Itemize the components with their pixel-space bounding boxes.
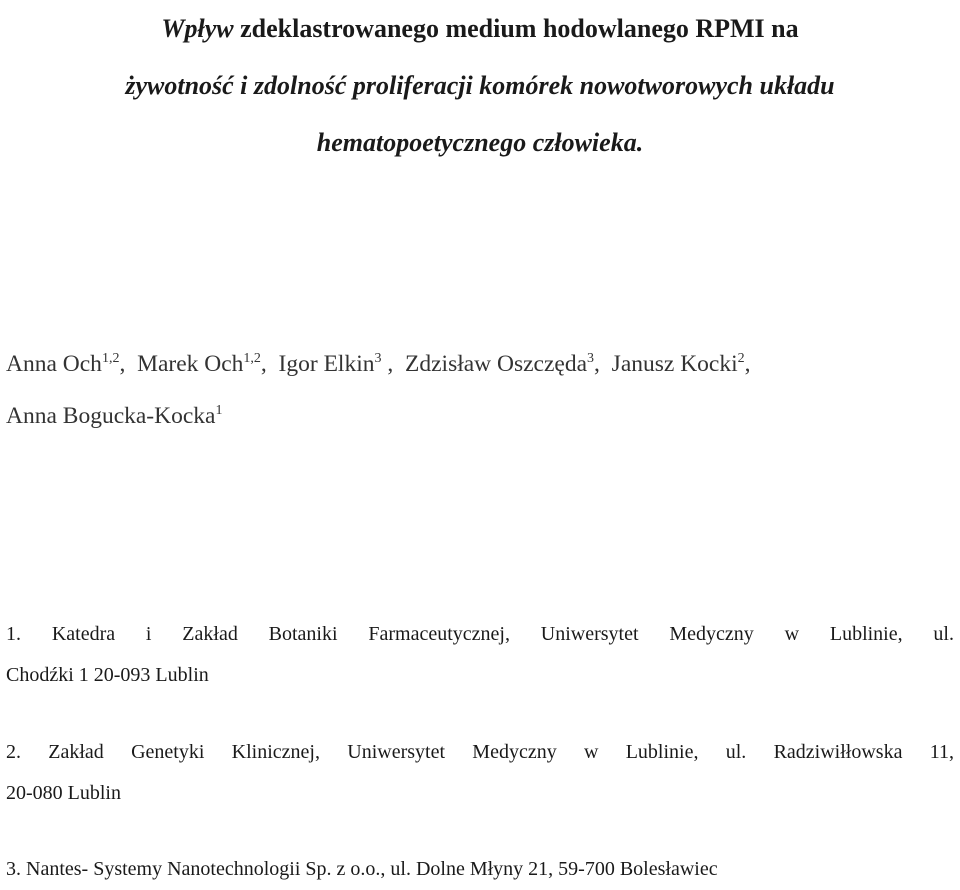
author-list <box>6 338 958 442</box>
author-affiliation-marker: 3 <box>374 351 382 366</box>
affiliation-3-line-1: 3. Nantes- Systemy Nanotechnologii Sp. z o.o., ul. Dolne Młyny 21, 59-700 Bolesławiec <box>6 858 718 880</box>
author-affiliation-marker: 1,2 <box>243 351 261 366</box>
title-line-3: hematopoetycznego człowieka. <box>316 128 644 157</box>
affiliation-1 <box>6 614 954 696</box>
author-line-2 <box>6 390 958 442</box>
title-line-1 <box>0 0 960 57</box>
author-affiliation-marker: 1 <box>215 403 223 418</box>
author-separator: , <box>594 351 612 377</box>
author-affiliation-marker: 1,2 <box>101 351 120 366</box>
title-line-1-rest: zdeklastrowanego medium hodowlanego RPMI na <box>240 14 799 43</box>
title-line-2: żywotność i zdolność proliferacji komórek nowotworowych układu <box>125 71 835 100</box>
author-name: Igor Elkin <box>278 351 375 377</box>
title-first-word: Wpływ <box>161 14 234 43</box>
affiliation-2-line-1: 2. Zakład Genetyki Klinicznej, Uniwersytet Medyczny w Lublinie, ul. Radziwiłłowska 11, <box>6 741 954 763</box>
author-name: Anna Och <box>6 351 102 377</box>
affiliation-2-line-2: 20-080 Lublin <box>6 782 121 804</box>
affiliation-1-line-1: 1. Katedra i Zakład Botaniki Farmaceutycznej, Uniwersytet Medyczny w Lublinie, ul. <box>6 623 954 645</box>
author-separator: , <box>119 351 138 377</box>
author-affiliation-marker: 2 <box>737 351 745 366</box>
author-name: Anna Bogucka-Kocka <box>6 403 216 429</box>
author-name: Marek Och <box>137 351 244 377</box>
author-line-1 <box>6 338 958 390</box>
author-name: Zdzisław Oszczęda <box>405 351 588 377</box>
author-name: Janusz Kocki <box>611 351 738 377</box>
affiliation-2 <box>6 732 954 814</box>
affiliation-1-line-2: Chodźki 1 20-093 Lublin <box>6 664 209 686</box>
author-separator: , <box>744 351 751 377</box>
author-separator: , <box>381 351 405 377</box>
affiliation-3 <box>6 849 954 890</box>
author-separator: , <box>260 351 279 377</box>
paper-title <box>0 0 960 171</box>
author-affiliation-marker: 3 <box>587 351 595 366</box>
